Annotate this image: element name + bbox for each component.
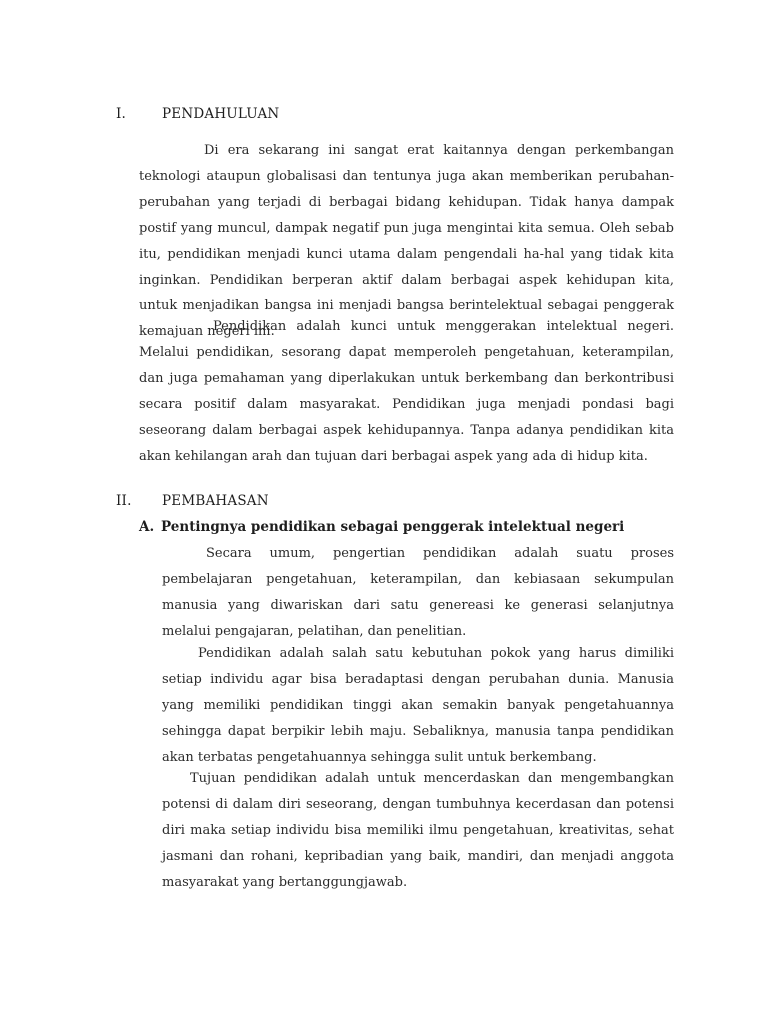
paragraph-intro-2: Pendidikan adalah kunci untuk menggerakan intelektual negeri. Melalui pendidikan, sesorang dapat memperoleh pengetahuan, keterampilan, dan juga pemahaman yang diperlakukan untuk berkembang dan berkontribusi secara positif dalam masyarakat. Pendidikan juga menjadi pondasi bagi seseorang dalam berbagai aspek kehidupannya. Tanpa adanya pendidikan kita akan kehilangan arah dan tujuan dari berbagai aspek yang ada di hidup kita. <box>139 319 674 464</box>
subsection-letter: A. <box>139 519 155 535</box>
paragraph-body-1: Secara umum, pengertian pendidikan adalah suatu proses pembelajaran pengetahuan, keterampilan, dan kebiasaan sekumpulan manusia yang diwariskan dari satu genereasi ke generasi selanjutnya melalui pengajaran, pelatihan, dan penelitian. <box>162 546 674 639</box>
section-title: PENDAHULUAN <box>162 106 280 122</box>
paragraph-body-2: Pendidikan adalah salah satu kebutuhan pokok yang harus dimiliki setiap individu agar bisa beradaptasi dengan perubahan dunia. Manusia yang memiliki pendidikan tinggi akan semakin banyak pengetahuannya sehingga dapat berpikir lebih maju. Sebaliknya, manusia tanpa pendidikan akan terbatas pengetahuannya sehingga sulit untuk berkembang. <box>162 646 674 765</box>
subsection-title: Pentingnya pendidikan sebagai penggerak intelektual negeri <box>161 519 625 535</box>
section-title: PEMBAHASAN <box>162 493 269 509</box>
paragraph-intro-1: Di era sekarang ini sangat erat kaitannya dengan perkembangan teknologi ataupun globalisasi dan tentunya juga akan memberikan perubahan-perubahan yang terjadi di berbagai bidang kehidupan. Tidak hanya dampak postif yang muncul, dampak negatif pun juga mengintai kita semua. Oleh sebab itu, pendidikan menjadi kunci utama dalam pengendali ha-hal yang tidak kita inginkan. Pendidikan berperan aktif dalam berbagai aspek kehidupan kita, untuk menjadikan bangsa ini menjadi bangsa berintelektual sebagai penggerak kemajuan negeri ini. <box>139 143 674 340</box>
section-number: I. <box>116 106 127 122</box>
section-number: II. <box>116 493 132 509</box>
paragraph-body-3: Tujuan pendidikan adalah untuk mencerdaskan dan mengembangkan potensi di dalam diri seseorang, dengan tumbuhnya kecerdasan dan potensi diri maka setiap individu bisa memiliki ilmu pengetahuan, kreativitas, sehat jasmani dan rohani, kepribadian yang baik, mandiri, dan menjadi anggota masyarakat yang bertanggungjawab. <box>162 771 674 890</box>
